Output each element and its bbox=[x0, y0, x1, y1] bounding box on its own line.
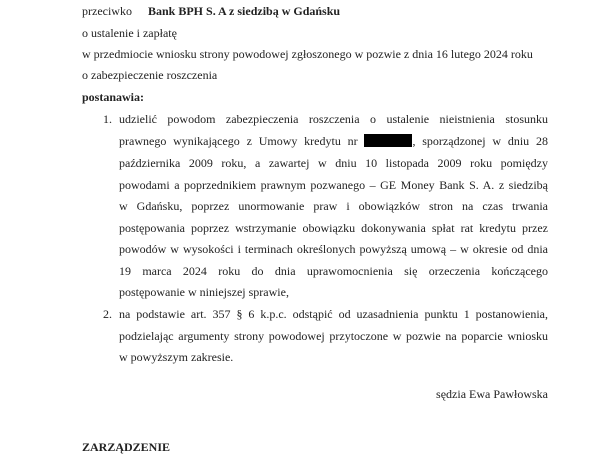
redaction-bar bbox=[364, 134, 412, 147]
versus-line bbox=[82, 4, 341, 18]
item-2-line-2: podzielając argumenty strony powodowej przytoczone w pozwie na poparcie wniosku bbox=[119, 329, 548, 343]
claim-line: o ustalenie i zapłatę bbox=[82, 26, 177, 40]
item-1-number: 1. bbox=[103, 112, 112, 126]
item-2-line-3: w powyższym zakresie. bbox=[119, 350, 234, 364]
item-1-line-1: udzielić powodom zabezpieczenia roszczenia o ustalenie nieistnienia stosunku bbox=[119, 112, 548, 126]
item-2-number: 2. bbox=[103, 307, 112, 321]
item-1-line-7: powodów w wysokości i terminach określonych powyższą umową – w okresie od dnia bbox=[119, 242, 548, 256]
motion-line: w przedmiocie wniosku strony powodowej zgłoszonego w pozwie z dnia 16 lutego 2024 roku bbox=[82, 47, 533, 61]
versus-label: przeciwko bbox=[82, 4, 132, 18]
item-1-line-2 bbox=[119, 134, 548, 148]
item-1-line-2-start: prawnego wynikającego z Umowy kredytu nr bbox=[119, 134, 358, 148]
item-1-line-3: października 2009 roku, a zawartej w dniu 10 listopada 2009 roku pomiędzy bbox=[119, 156, 548, 170]
item-1-line-5: w Gdańsku, poprzez unormowanie praw i obowiązków stron na czas trwania bbox=[119, 199, 548, 213]
item-1-line-4: powodami a poprzednikiem prawnym pozwanego – GE Money Bank S. A. z siedzibą bbox=[119, 178, 548, 192]
item-1-line-9: postępowanie w niniejszej sprawie, bbox=[119, 285, 289, 299]
decision-label: postanawia: bbox=[82, 90, 145, 104]
judge-signature: sędzia Ewa Pawłowska bbox=[436, 387, 548, 401]
item-1-line-6: postępowania poprzez wstrzymanie obowiązku dokonywania spłat rat kredytu przez bbox=[119, 221, 548, 235]
item-1-line-2-end: , sporządzonej w dniu 28 bbox=[412, 134, 548, 148]
section-heading: ZARZĄDZENIE bbox=[82, 440, 171, 454]
security-line: o zabezpieczenie roszczenia bbox=[82, 68, 218, 82]
item-1-line-8: 19 marca 2024 roku do dnia uprawomocnienia się orzeczenia kończącego bbox=[119, 264, 548, 278]
item-2-line-1: na podstawie art. 357 § 6 k.p.c. odstąpić od uzasadnienia punktu 1 postanowienia, bbox=[119, 307, 548, 321]
defendant-name: Bank BPH S. A z siedzibą w Gdańsku bbox=[148, 4, 341, 18]
